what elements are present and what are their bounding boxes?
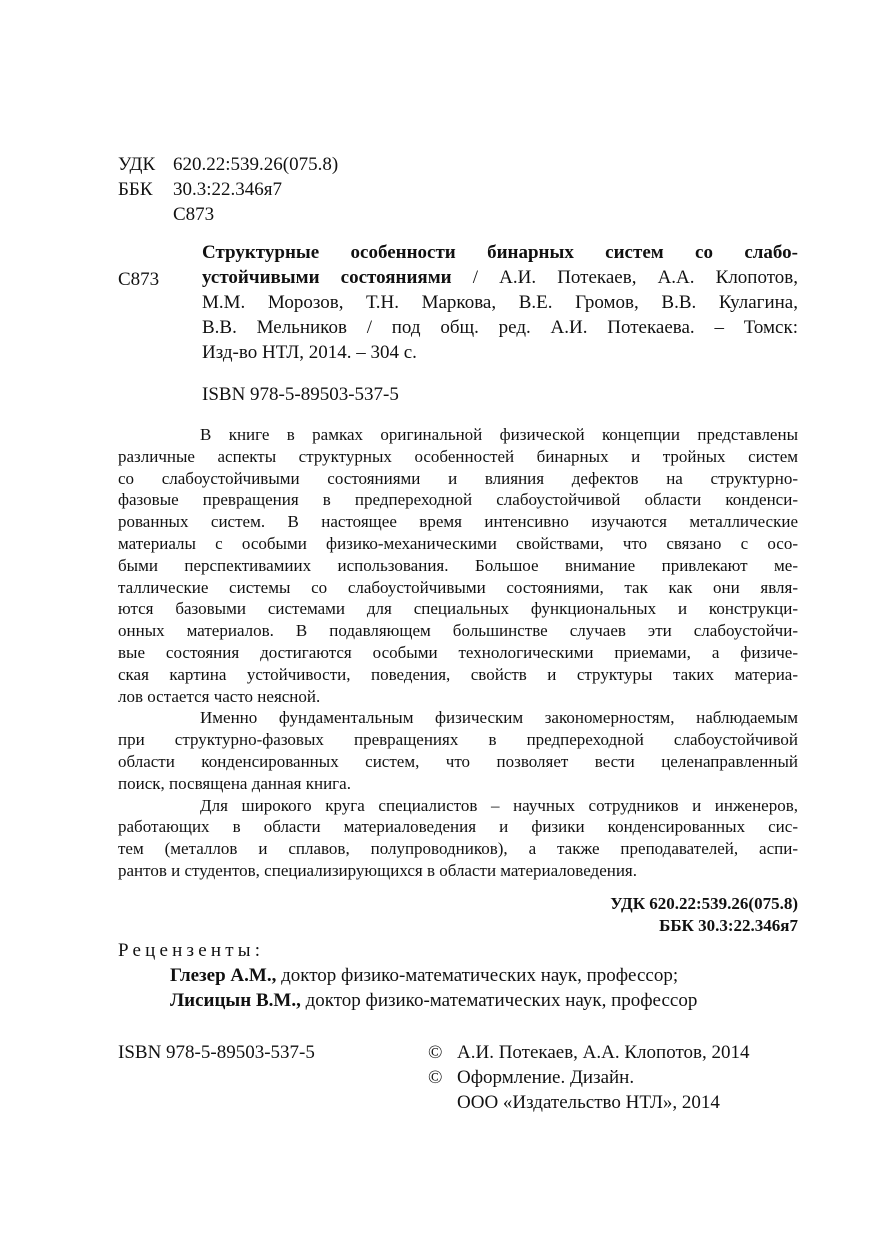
reviewer-2 xyxy=(170,988,697,1013)
abstract-line: области конденсированных систем, что позволяет вести целенаправленный xyxy=(118,751,798,771)
bbk-label: ББК xyxy=(118,179,153,200)
reviewer-1-desc: доктор физико-математических наук, профессор; xyxy=(276,965,679,986)
citation-line xyxy=(202,315,798,340)
reviewer-2-desc: доктор физико-математических наук, профессор xyxy=(300,990,698,1011)
abstract-line: при структурно-фазовых превращениях в предпереходной слабоустойчивой xyxy=(118,730,798,750)
copyright-1: А.И. Потекаев, А.А. Клопотов, 2014 xyxy=(457,1042,750,1063)
udk-value: 620.22:539.26(075.8) xyxy=(173,154,339,175)
abstract-line: онных материалов. В подавляющем большинстве случаев эти слабоустойчи- xyxy=(118,621,798,641)
abstract-text xyxy=(118,424,798,882)
bbk-value: 30.3:22.346я7 xyxy=(173,179,283,200)
citation-line xyxy=(202,240,798,265)
abstract-line: различные аспекты структурных особенностей бинарных и тройных систем xyxy=(118,446,798,466)
citation-line xyxy=(202,290,798,315)
citation-title-text: устойчивыми состояниями xyxy=(202,267,452,288)
author-mark: С873 xyxy=(173,204,215,225)
copyright-symbol-2: © xyxy=(428,1067,443,1088)
citation-text: / А.И. Потекаев, А.А. Клопотов, xyxy=(451,267,798,288)
right-bbk: ББК 30.3:22.346я7 xyxy=(659,916,798,935)
abstract-line: лов остается часто неясной. xyxy=(118,686,321,706)
abstract-line: фазовые превращения в предпереходной слабоустойчивой области конденси- xyxy=(118,490,798,510)
reviewers-heading: Рецензенты: xyxy=(118,940,265,961)
abstract-line: материалы с особыми физико-механическими свойствами, что связано с осо- xyxy=(118,533,798,553)
citation-text: В.В. Мельников / под общ. ред. А.И. Потекаева. – Томск: xyxy=(202,317,798,338)
citation-text: Изд-во НТЛ, 2014. – 304 с. xyxy=(202,342,417,363)
citation-side-mark: С873 xyxy=(118,269,160,290)
citation-text: М.М. Морозов, Т.Н. Маркова, В.Е. Громов, В.В. Кулагина, xyxy=(202,292,798,313)
udk-label: УДК xyxy=(118,154,156,175)
citation-line xyxy=(202,340,798,365)
copyright-2-line1: Оформление. Дизайн. xyxy=(457,1067,635,1088)
copyright-symbol-1: © xyxy=(428,1042,443,1063)
right-udk: УДК 620.22:539.26(075.8) xyxy=(610,894,798,913)
footer-isbn: ISBN 978-5-89503-537-5 xyxy=(118,1042,315,1063)
abstract-line: таллические системы со слабоустойчивыми состояниями, так как они явля- xyxy=(118,577,798,597)
abstract-line: Именно фундаментальным физическим закономерностям, наблюдаемым xyxy=(200,708,798,728)
citation-line xyxy=(202,265,798,290)
abstract-line: рованных систем. В настоящее время интенсивно изучаются металлические xyxy=(118,512,798,532)
abstract-line: ская картина устойчивости, поведения, свойств и структуры таких материа- xyxy=(118,664,798,684)
abstract-line: быми перспективамиих использования. Большое внимание привлекают ме- xyxy=(118,555,798,575)
abstract-line: Для широкого круга специалистов – научных сотрудников и инженеров, xyxy=(200,795,798,815)
copyright-2-line2: ООО «Издательство НТЛ», 2014 xyxy=(457,1092,720,1113)
abstract-line: В книге в рамках оригинальной физической концепции представлены xyxy=(200,425,798,444)
abstract-line: работающих в области материаловедения и физики конденсированных сис- xyxy=(118,817,798,837)
reviewer-1-name: Глезер А.М., xyxy=(170,965,277,986)
abstract-line: со слабоустойчивыми состояниями и влияния дефектов на структурно- xyxy=(118,468,798,488)
citation-isbn: ISBN 978-5-89503-537-5 xyxy=(202,384,399,405)
udk-line xyxy=(118,152,338,177)
abstract-line: вые состояния достигаются особыми технологическими приемами, а физиче- xyxy=(118,642,798,662)
bbk-line xyxy=(118,177,282,202)
citation-title-text: Структурные особенности бинарных систем со слабо- xyxy=(202,242,798,263)
abstract-line: поиск, посвящена данная книга. xyxy=(118,773,351,793)
reviewer-2-name: Лисицын В.М., xyxy=(170,990,301,1011)
abstract-line: рантов и студентов, специализирующихся в области материаловедения. xyxy=(118,860,637,880)
citation-block xyxy=(202,240,798,365)
reviewer-1 xyxy=(170,963,678,988)
abstract-line: ются базовыми системами для специальных функциональных и конструкци- xyxy=(118,599,798,619)
abstract-line: тем (металлов и сплавов, полупроводников), а также преподавателей, аспи- xyxy=(118,839,798,859)
